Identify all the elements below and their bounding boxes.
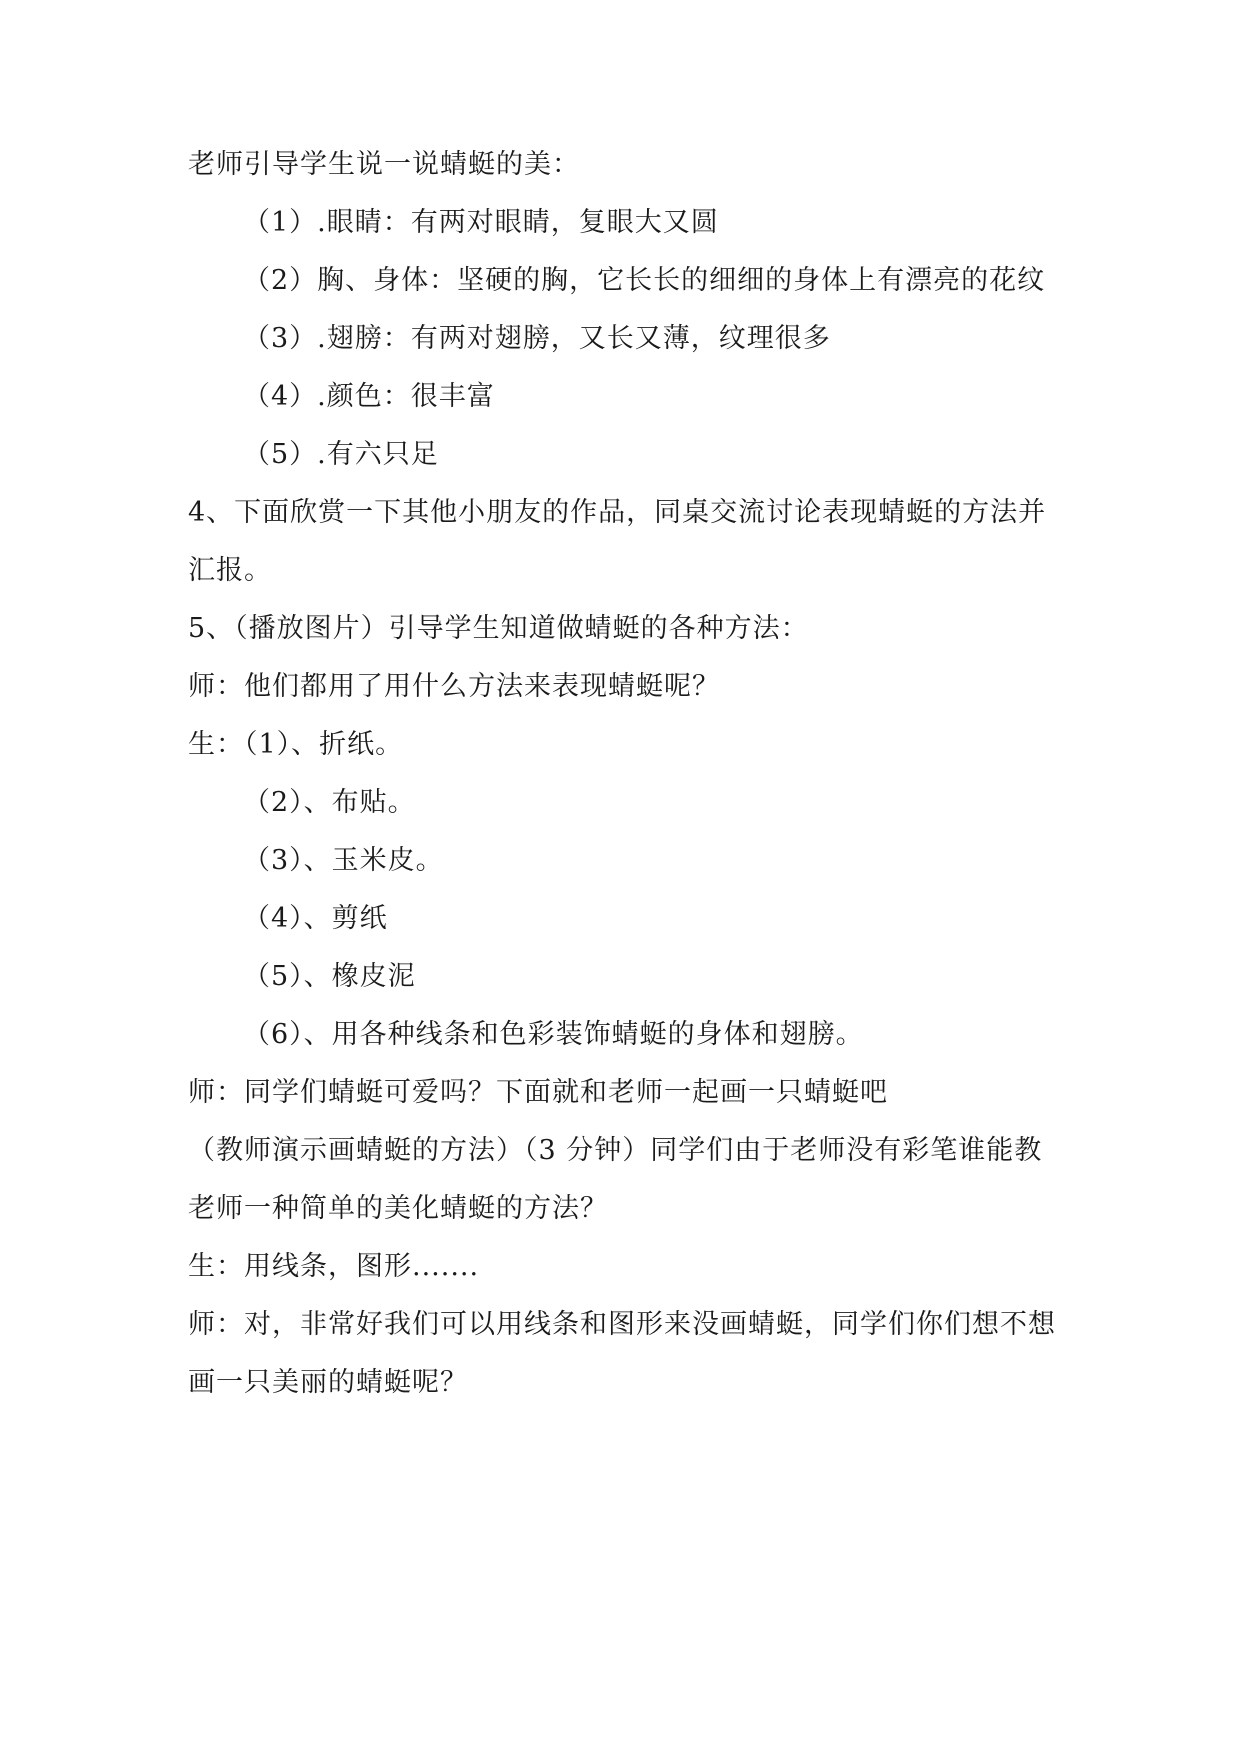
list-item-legs: （5）.有六只足 bbox=[243, 439, 439, 470]
student-answer-1: 生：（1）、折纸。 bbox=[188, 729, 404, 760]
teacher-demo-line-1: （教师演示画蜻蜓的方法）（3 分钟）同学们由于老师没有彩笔谁能教 bbox=[188, 1135, 1043, 1166]
list-item-wings: （3）.翅膀：有两对翅膀，又长又薄，纹理很多 bbox=[243, 323, 831, 354]
student-answer-2: （2）、布贴。 bbox=[243, 787, 416, 818]
teacher-closing-line-1: 师：对，非常好我们可以用线条和图形来没画蜻蜓，同学们你们想不想 bbox=[188, 1309, 1056, 1340]
list-item-chest-body: （2）胸、身体：坚硬的胸，它长长的细细的身体上有漂亮的花纹 bbox=[243, 265, 1046, 296]
intro-line: 老师引导学生说一说蜻蜓的美： bbox=[188, 149, 580, 180]
student-answer-5: （5）、橡皮泥 bbox=[243, 961, 416, 992]
student-answer-4: （4）、剪纸 bbox=[243, 903, 388, 934]
teacher-demo-line-2: 老师一种简单的美化蜻蜓的方法？ bbox=[188, 1193, 608, 1224]
teacher-question: 师：他们都用了用什么方法来表现蜻蜓呢？ bbox=[188, 671, 720, 702]
student-reply: 生：用线条，图形....... bbox=[188, 1251, 480, 1282]
list-item-eyes: （1）.眼睛：有两对眼睛，复眼大又圆 bbox=[243, 207, 719, 238]
student-answer-6: （6）、用各种线条和色彩装饰蜻蜓的身体和翅膀。 bbox=[243, 1019, 864, 1050]
list-item-color: （4）.颜色：很丰富 bbox=[243, 381, 495, 412]
section-5-heading: 5、（播放图片）引导学生知道做蜻蜓的各种方法： bbox=[188, 613, 809, 644]
section-4-line-2: 汇报。 bbox=[188, 555, 272, 586]
student-answer-3: （3）、玉米皮。 bbox=[243, 845, 444, 876]
teacher-line-1: 师：同学们蜻蜓可爱吗？下面就和老师一起画一只蜻蜓吧 bbox=[188, 1077, 888, 1108]
section-4-line-1: 4、下面欣赏一下其他小朋友的作品，同桌交流讨论表现蜻蜓的方法并 bbox=[188, 497, 1047, 528]
teacher-closing-line-2: 画一只美丽的蜻蜓呢？ bbox=[188, 1367, 468, 1398]
